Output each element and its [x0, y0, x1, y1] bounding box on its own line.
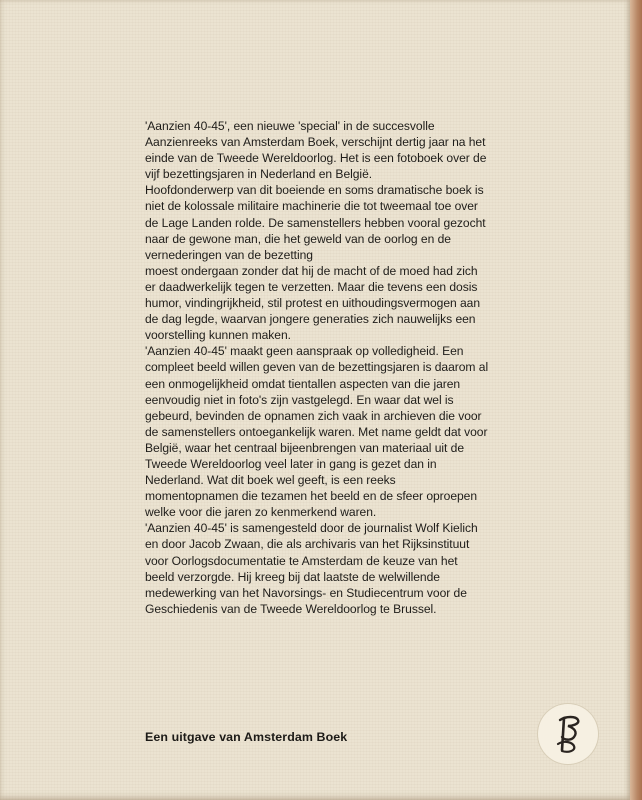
- publisher-logo: [538, 704, 598, 764]
- blurb-line: momentopnamen die tezamen het beeld en de sfeer oproepen: [145, 489, 478, 504]
- blurb-line: voor Oorlogsdocumentatie te Amsterdam de keuze van het: [145, 553, 458, 568]
- blurb-line: de Lage Landen rolde. De samenstellers hebben vooral gezocht: [145, 215, 486, 230]
- blurb-line: Nederland. Wat dit boek wel geeft, is een reeks: [145, 473, 396, 488]
- blurb-line: medewerking van het Navorsings- en Studiecentrum voor de: [145, 585, 467, 600]
- blurb-line: humor, vindingrijkheid, stil protest en uithoudingsvermogen aan: [145, 296, 481, 311]
- blurb-line: gebeurd, bevinden de opnamen zich vaak in archieven die voor: [145, 408, 482, 423]
- blurb-line: de samenstellers ontoegankelijk waren. Met name geldt dat voor: [145, 424, 488, 439]
- blurb-line: Geschiedenis van de Tweede Wereldoorlog te Brussel.: [145, 601, 437, 616]
- publisher-line: Een uitgave van Amsterdam Boek: [145, 730, 348, 744]
- blurb-line: voorstelling kunnen maken.: [145, 328, 291, 343]
- blurb-line: en door Jacob Zwaan, die als archivaris van het Rijksinstituut: [145, 537, 470, 552]
- blurb-line: eenvoudig niet in foto's zijn vastgelegd. En waar dat wel is: [145, 392, 454, 407]
- blurb-line: einde van de Tweede Wereldoorlog. Het is een fotoboek over de: [145, 151, 487, 166]
- book-edge: [630, 0, 642, 800]
- blurb-line: 'Aanzien 40-45' is samengesteld door de journalist Wolf Kielich: [145, 521, 478, 536]
- blurb-line: een onmogelijkheid omdat tientallen aspecten van die jaren: [145, 376, 461, 391]
- blurb-text: [145, 118, 541, 617]
- blurb-line: België, waar het centraal bijeenbrengen van materiaal uit de: [145, 440, 465, 455]
- blurb-line: er daadwerkelijk tegen te verzetten. Maar die tevens een dosis: [145, 279, 478, 294]
- blurb-line: welke voor die jaren zo kenmerkend waren.: [145, 505, 377, 520]
- blurb-line: 'Aanzien 40-45', een nieuwe 'special' in de succesvolle: [145, 119, 435, 133]
- blurb-line: vijf bezettingsjaren in Nederland en België.: [145, 167, 373, 182]
- blurb-line: Tweede Wereldoorlog veel later in gang is gezet dan in: [145, 456, 437, 471]
- blurb-line: de dag legde, waarvan jongere generaties zich nauwelijks een: [145, 312, 476, 327]
- amsterdam-boek-monogram-icon: [538, 704, 598, 764]
- blurb-line: Hoofdonderwerp van dit boeiende en soms dramatische boek is: [145, 183, 484, 198]
- blurb-line: beeld verzorgde. Hij kreeg bij dat laatste de welwillende: [145, 569, 440, 584]
- blurb-line: niet de kolossale militaire machinerie die tot tweemaal toe over: [145, 199, 478, 214]
- blurb-line: moest ondergaan zonder dat hij de macht of de moed had zich: [145, 263, 478, 278]
- blurb-line: compleet beeld willen geven van de bezettingsjaren is daarom al: [145, 360, 489, 375]
- blurb-line: 'Aanzien 40-45' maakt geen aanspraak op volledigheid. Een: [145, 344, 464, 359]
- blurb-line: Aanzienreeks van Amsterdam Boek, verschijnt dertig jaar na het: [145, 135, 486, 150]
- blurb-line: naar de gewone man, die het geweld van de oorlog en de: [145, 231, 451, 246]
- blurb-line: vernederingen van de bezetting: [145, 247, 313, 262]
